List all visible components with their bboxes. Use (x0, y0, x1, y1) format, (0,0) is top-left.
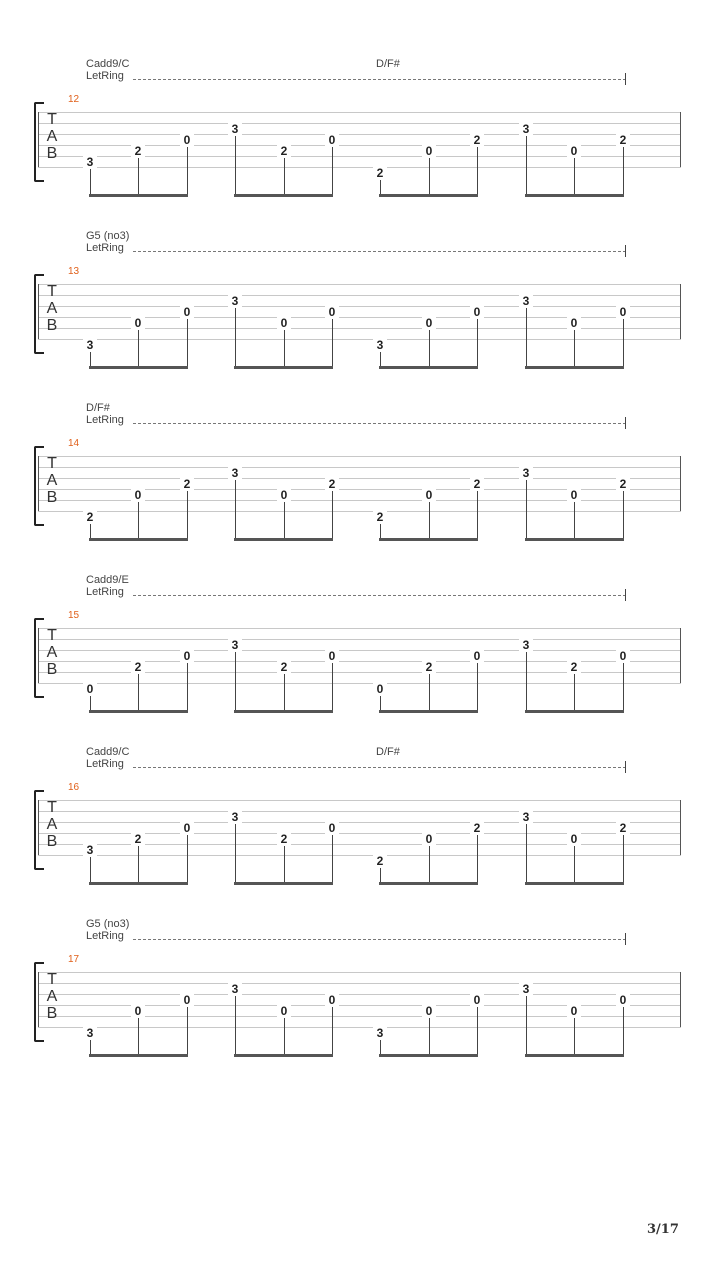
string-line (38, 112, 681, 113)
fret-number: 2 (470, 478, 484, 490)
note-stem (477, 1007, 478, 1056)
fret-number: 3 (83, 339, 97, 351)
let-ring-label: LetRing (86, 242, 124, 254)
note-stem (623, 835, 624, 884)
tab-clef-letter: T (47, 111, 57, 128)
note-stem (526, 996, 527, 1056)
beam (379, 882, 478, 885)
note-stem (138, 1018, 139, 1056)
tab-staff (38, 112, 681, 167)
chord-name: D/F# (376, 746, 400, 758)
beam (525, 538, 624, 541)
string-line (38, 972, 681, 973)
let-ring-label: LetRing (86, 758, 124, 770)
chord-name: Cadd9/C (86, 58, 130, 70)
beam (234, 538, 333, 541)
note-stem (429, 502, 430, 540)
tab-system (0, 572, 720, 744)
fret-number: 2 (373, 167, 387, 179)
measure-number: 14 (68, 438, 80, 449)
staff-end-barline (680, 284, 681, 339)
string-line (38, 339, 681, 340)
note-stem (187, 1007, 188, 1056)
beam (525, 710, 624, 713)
tab-clef-letter: A (46, 644, 58, 661)
string-line (38, 123, 681, 124)
fret-number: 3 (228, 983, 242, 995)
let-ring-end-mark (625, 933, 626, 945)
string-line (38, 983, 681, 984)
note-stem (138, 158, 139, 196)
string-line (38, 628, 681, 629)
fret-number: 3 (519, 639, 533, 651)
note-stem (429, 674, 430, 712)
let-ring-end-mark (625, 417, 626, 429)
fret-number: 3 (83, 156, 97, 168)
tab-clef (44, 971, 60, 1022)
tab-staff (38, 972, 681, 1027)
fret-number: 2 (616, 822, 630, 834)
fret-number: 0 (567, 489, 581, 501)
beam (525, 882, 624, 885)
measure-number: 17 (68, 954, 80, 965)
let-ring-end-mark (625, 761, 626, 773)
let-ring-end-mark (625, 589, 626, 601)
tab-clef-letter: T (47, 627, 57, 644)
fret-number: 0 (325, 134, 339, 146)
tab-system (0, 744, 720, 916)
beam (89, 366, 188, 369)
fret-number: 2 (131, 833, 145, 845)
chord-name: D/F# (86, 402, 110, 414)
note-stem (284, 502, 285, 540)
beam (525, 366, 624, 369)
beam (379, 538, 478, 541)
note-stem (332, 1007, 333, 1056)
fret-number: 3 (228, 811, 242, 823)
string-line (38, 1027, 681, 1028)
note-stem (235, 652, 236, 712)
tab-system (0, 56, 720, 228)
fret-number: 0 (180, 994, 194, 1006)
note-stem (429, 1018, 430, 1056)
fret-number: 2 (180, 478, 194, 490)
fret-number: 0 (277, 489, 291, 501)
note-stem (574, 846, 575, 884)
measure-number: 15 (68, 610, 80, 621)
staff-end-barline (680, 800, 681, 855)
fret-number: 0 (422, 1005, 436, 1017)
fret-number: 3 (519, 467, 533, 479)
note-stem (623, 663, 624, 712)
beam (234, 366, 333, 369)
fret-number: 0 (422, 145, 436, 157)
note-stem (284, 1018, 285, 1056)
measure-number: 13 (68, 266, 80, 277)
beam (234, 882, 333, 885)
note-stem (429, 158, 430, 196)
fret-number: 0 (422, 489, 436, 501)
note-stem (574, 1018, 575, 1056)
string-line (38, 511, 681, 512)
tab-clef (44, 799, 60, 850)
fret-number: 2 (470, 822, 484, 834)
chord-name: Cadd9/E (86, 574, 129, 586)
fret-number: 3 (519, 295, 533, 307)
note-stem (90, 857, 91, 884)
string-line (38, 284, 681, 285)
string-line (38, 456, 681, 457)
tab-system (0, 400, 720, 572)
string-line (38, 639, 681, 640)
beam (89, 194, 188, 197)
tab-clef (44, 627, 60, 678)
let-ring-dashes (133, 79, 626, 80)
measure-number: 16 (68, 782, 80, 793)
beam (379, 1054, 478, 1057)
tab-staff (38, 800, 681, 855)
staff-start-barline (38, 284, 39, 339)
tab-staff (38, 628, 681, 683)
tab-staff (38, 284, 681, 339)
note-stem (284, 674, 285, 712)
fret-number: 0 (422, 317, 436, 329)
fret-number: 3 (228, 467, 242, 479)
tab-system (0, 916, 720, 1088)
beam (234, 1054, 333, 1057)
let-ring-label: LetRing (86, 586, 124, 598)
tab-clef-letter: A (46, 300, 58, 317)
string-line (38, 478, 681, 479)
beam (379, 710, 478, 713)
fret-number: 3 (83, 844, 97, 856)
let-ring-dashes (133, 939, 626, 940)
fret-number: 0 (616, 650, 630, 662)
fret-number: 0 (277, 317, 291, 329)
let-ring-end-mark (625, 245, 626, 257)
beam (379, 194, 478, 197)
fret-number: 2 (373, 511, 387, 523)
note-stem (477, 663, 478, 712)
tab-system (0, 228, 720, 400)
note-stem (574, 502, 575, 540)
note-stem (187, 491, 188, 540)
beam (525, 194, 624, 197)
note-stem (138, 330, 139, 368)
fret-number: 0 (180, 822, 194, 834)
note-stem (332, 319, 333, 368)
note-stem (574, 330, 575, 368)
fret-number: 2 (616, 478, 630, 490)
beam (89, 1054, 188, 1057)
note-stem (574, 158, 575, 196)
beam (89, 882, 188, 885)
fret-number: 3 (519, 811, 533, 823)
let-ring-label: LetRing (86, 414, 124, 426)
note-stem (526, 308, 527, 368)
string-line (38, 811, 681, 812)
note-stem (332, 663, 333, 712)
note-stem (332, 147, 333, 196)
beam (89, 710, 188, 713)
note-stem (526, 480, 527, 540)
fret-number: 3 (373, 339, 387, 351)
tab-clef-letter: A (46, 472, 58, 489)
fret-number: 2 (325, 478, 339, 490)
note-stem (526, 136, 527, 196)
tab-clef-letter: T (47, 971, 57, 988)
tab-clef-letter: T (47, 283, 57, 300)
string-line (38, 994, 681, 995)
string-line (38, 295, 681, 296)
measure-number: 12 (68, 94, 80, 105)
fret-number: 2 (422, 661, 436, 673)
fret-number: 2 (131, 661, 145, 673)
chord-name: G5 (no3) (86, 918, 130, 930)
fret-number: 2 (373, 855, 387, 867)
note-stem (429, 330, 430, 368)
let-ring-label: LetRing (86, 70, 124, 82)
fret-number: 0 (180, 650, 194, 662)
note-stem (138, 674, 139, 712)
string-line (38, 855, 681, 856)
tab-clef-letter: A (46, 988, 58, 1005)
staff-start-barline (38, 800, 39, 855)
tab-clef (44, 283, 60, 334)
note-stem (284, 846, 285, 884)
note-stem (187, 835, 188, 884)
tab-clef-letter: B (46, 489, 58, 506)
tab-clef-letter: T (47, 455, 57, 472)
beam (89, 538, 188, 541)
note-stem (187, 663, 188, 712)
tab-clef-letter: A (46, 816, 58, 833)
chord-name: G5 (no3) (86, 230, 130, 242)
staff-end-barline (680, 972, 681, 1027)
let-ring-dashes (133, 251, 626, 252)
note-stem (235, 308, 236, 368)
tab-clef-letter: B (46, 1005, 58, 1022)
chord-name: Cadd9/C (86, 746, 130, 758)
fret-number: 0 (180, 306, 194, 318)
note-stem (623, 319, 624, 368)
fret-number: 3 (228, 639, 242, 651)
fret-number: 2 (277, 833, 291, 845)
tab-clef-letter: T (47, 799, 57, 816)
tab-clef-letter: B (46, 661, 58, 678)
note-stem (574, 674, 575, 712)
staff-start-barline (38, 112, 39, 167)
let-ring-dashes (133, 423, 626, 424)
tab-clef-letter: B (46, 317, 58, 334)
tab-clef (44, 111, 60, 162)
tab-clef-letter: B (46, 145, 58, 162)
string-line (38, 306, 681, 307)
note-stem (235, 136, 236, 196)
beam (234, 710, 333, 713)
note-stem (526, 824, 527, 884)
note-stem (623, 1007, 624, 1056)
fret-number: 2 (83, 511, 97, 523)
string-line (38, 683, 681, 684)
fret-number: 0 (470, 306, 484, 318)
note-stem (477, 319, 478, 368)
fret-number: 0 (277, 1005, 291, 1017)
fret-number: 0 (131, 1005, 145, 1017)
fret-number: 2 (616, 134, 630, 146)
note-stem (332, 835, 333, 884)
staff-end-barline (680, 456, 681, 511)
fret-number: 0 (325, 650, 339, 662)
note-stem (429, 846, 430, 884)
fret-number: 0 (470, 650, 484, 662)
fret-number: 3 (519, 123, 533, 135)
note-stem (477, 491, 478, 540)
note-stem (623, 491, 624, 540)
note-stem (235, 824, 236, 884)
let-ring-dashes (133, 767, 626, 768)
tab-clef (44, 455, 60, 506)
fret-number: 0 (470, 994, 484, 1006)
chord-name: D/F# (376, 58, 400, 70)
fret-number: 3 (373, 1027, 387, 1039)
tab-staff (38, 456, 681, 511)
fret-number: 0 (567, 1005, 581, 1017)
let-ring-dashes (133, 595, 626, 596)
fret-number: 0 (131, 489, 145, 501)
fret-number: 0 (180, 134, 194, 146)
fret-number: 0 (325, 822, 339, 834)
note-stem (235, 480, 236, 540)
note-stem (284, 330, 285, 368)
beam (379, 366, 478, 369)
note-stem (477, 147, 478, 196)
fret-number: 0 (567, 317, 581, 329)
fret-number: 0 (567, 833, 581, 845)
tab-clef-letter: B (46, 833, 58, 850)
note-stem (138, 846, 139, 884)
staff-start-barline (38, 972, 39, 1027)
note-stem (90, 169, 91, 196)
staff-end-barline (680, 628, 681, 683)
string-line (38, 467, 681, 468)
fret-number: 2 (277, 145, 291, 157)
note-stem (526, 652, 527, 712)
let-ring-end-mark (625, 73, 626, 85)
fret-number: 0 (373, 683, 387, 695)
fret-number: 3 (228, 123, 242, 135)
fret-number: 0 (616, 994, 630, 1006)
string-line (38, 822, 681, 823)
staff-start-barline (38, 456, 39, 511)
tab-clef-letter: A (46, 128, 58, 145)
note-stem (235, 996, 236, 1056)
fret-number: 0 (422, 833, 436, 845)
note-stem (332, 491, 333, 540)
note-stem (623, 147, 624, 196)
fret-number: 2 (567, 661, 581, 673)
fret-number: 0 (616, 306, 630, 318)
string-line (38, 134, 681, 135)
staff-end-barline (680, 112, 681, 167)
fret-number: 0 (131, 317, 145, 329)
note-stem (284, 158, 285, 196)
string-line (38, 650, 681, 651)
fret-number: 2 (131, 145, 145, 157)
beam (234, 194, 333, 197)
fret-number: 3 (228, 295, 242, 307)
fret-number: 2 (470, 134, 484, 146)
note-stem (138, 502, 139, 540)
fret-number: 2 (277, 661, 291, 673)
note-stem (187, 147, 188, 196)
fret-number: 0 (567, 145, 581, 157)
fret-number: 3 (83, 1027, 97, 1039)
staff-start-barline (38, 628, 39, 683)
fret-number: 0 (325, 306, 339, 318)
fret-number: 3 (519, 983, 533, 995)
beam (525, 1054, 624, 1057)
string-line (38, 800, 681, 801)
page-number: 3/17 (647, 1222, 679, 1237)
fret-number: 0 (83, 683, 97, 695)
string-line (38, 167, 681, 168)
fret-number: 0 (325, 994, 339, 1006)
note-stem (477, 835, 478, 884)
let-ring-label: LetRing (86, 930, 124, 942)
note-stem (187, 319, 188, 368)
